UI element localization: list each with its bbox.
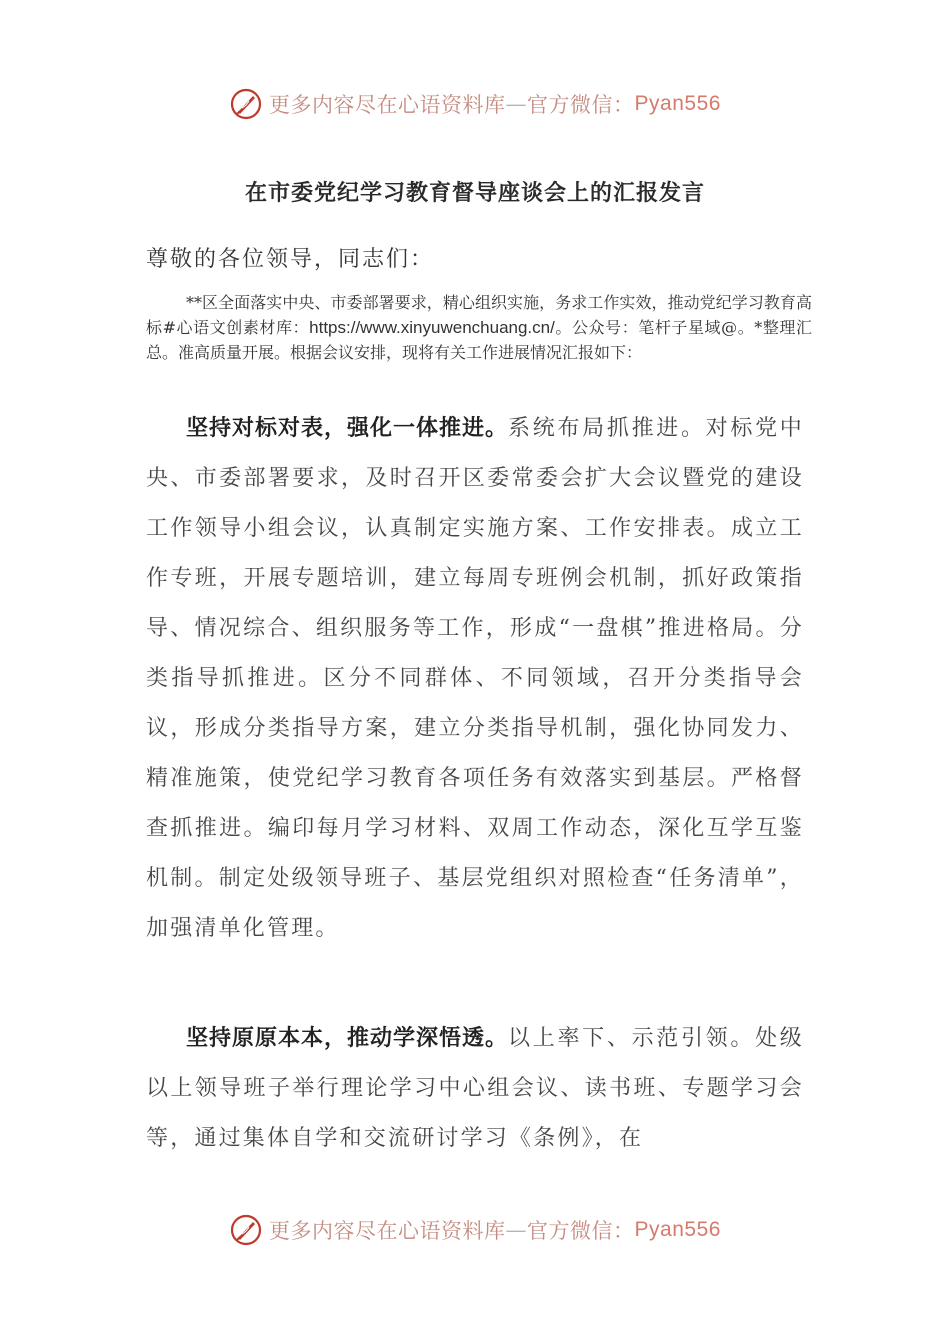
section-paragraph-2 xyxy=(146,1014,804,1164)
intro-text-part2: 。公众号：笔杆子星域@。*整理汇总。准高质量开展。根据会议安排，现将有关工作进展情况汇报如下： xyxy=(146,318,812,362)
footer-banner-separator: — xyxy=(505,1218,528,1242)
quill-pen-seal-icon xyxy=(229,1213,263,1247)
intro-url: https://www.xinyuwenchuang.cn/ xyxy=(309,318,555,337)
footer-banner-wechat-id: Pyan556 xyxy=(634,1218,721,1241)
banner-separator: — xyxy=(505,92,528,116)
header-banner xyxy=(0,84,950,124)
footer-banner-main-text: 更多内容尽在心语资料库 xyxy=(269,1219,506,1243)
banner-wechat-label: 官方微信： xyxy=(527,93,635,117)
intro-text-part1: **区全面落实中央、市委部署要求，精心组织实施，务求工作实效，推动党纪学习教育高标#心语文创素材库： xyxy=(146,293,812,337)
document-title: 在市委党纪学习教育督导座谈会上的汇报发言 xyxy=(244,181,705,206)
section-2-body: 以上率下、示范引领。处级以上领导班子举行理论学习中心组会议、读书班、专题学习会等，通过集体自学和交流研讨学习《条例》，在 xyxy=(146,1026,804,1151)
section-1-lead: 坚持对标对表，强化一体推进。 xyxy=(186,416,509,441)
footer-banner-wechat-label: 官方微信： xyxy=(527,1219,635,1243)
section-paragraph-1 xyxy=(146,404,804,954)
banner-main-text: 更多内容尽在心语资料库 xyxy=(269,93,506,117)
intro-paragraph xyxy=(146,290,812,365)
salutation: 尊敬的各位领导，同志们： xyxy=(146,247,435,272)
section-1-body: 系统布局抓推进。对标党中央、市委部署要求，及时召开区委常委会扩大会议暨党的建设工作领导小组会议，认真制定实施方案、工作安排表。成立工作专班，开展专题培训，建立每周专班例会机制，抓好政策指导、情况综合、组织服务等工作，形成“一盘棋”推进格局。分类指导抓推进。区分不同群体、不同领域，召开分类指导会议，形成分类指导方案，建立分类指导机制，强化协同发力、精准施策，使党纪学习教育各项任务有效落实到基层。严格督查抓推进。编印每月学习材料、双周工作动态，深化互学互鉴机制。制定处级领导班子、基层党组织对照检查“任务清单”，加强清单化管理。 xyxy=(146,416,804,941)
footer-banner xyxy=(0,1210,950,1250)
banner-wechat-id: Pyan556 xyxy=(634,92,721,115)
quill-pen-seal-icon xyxy=(229,87,263,121)
section-2-lead: 坚持原原本本，推动学深悟透。 xyxy=(186,1026,509,1051)
